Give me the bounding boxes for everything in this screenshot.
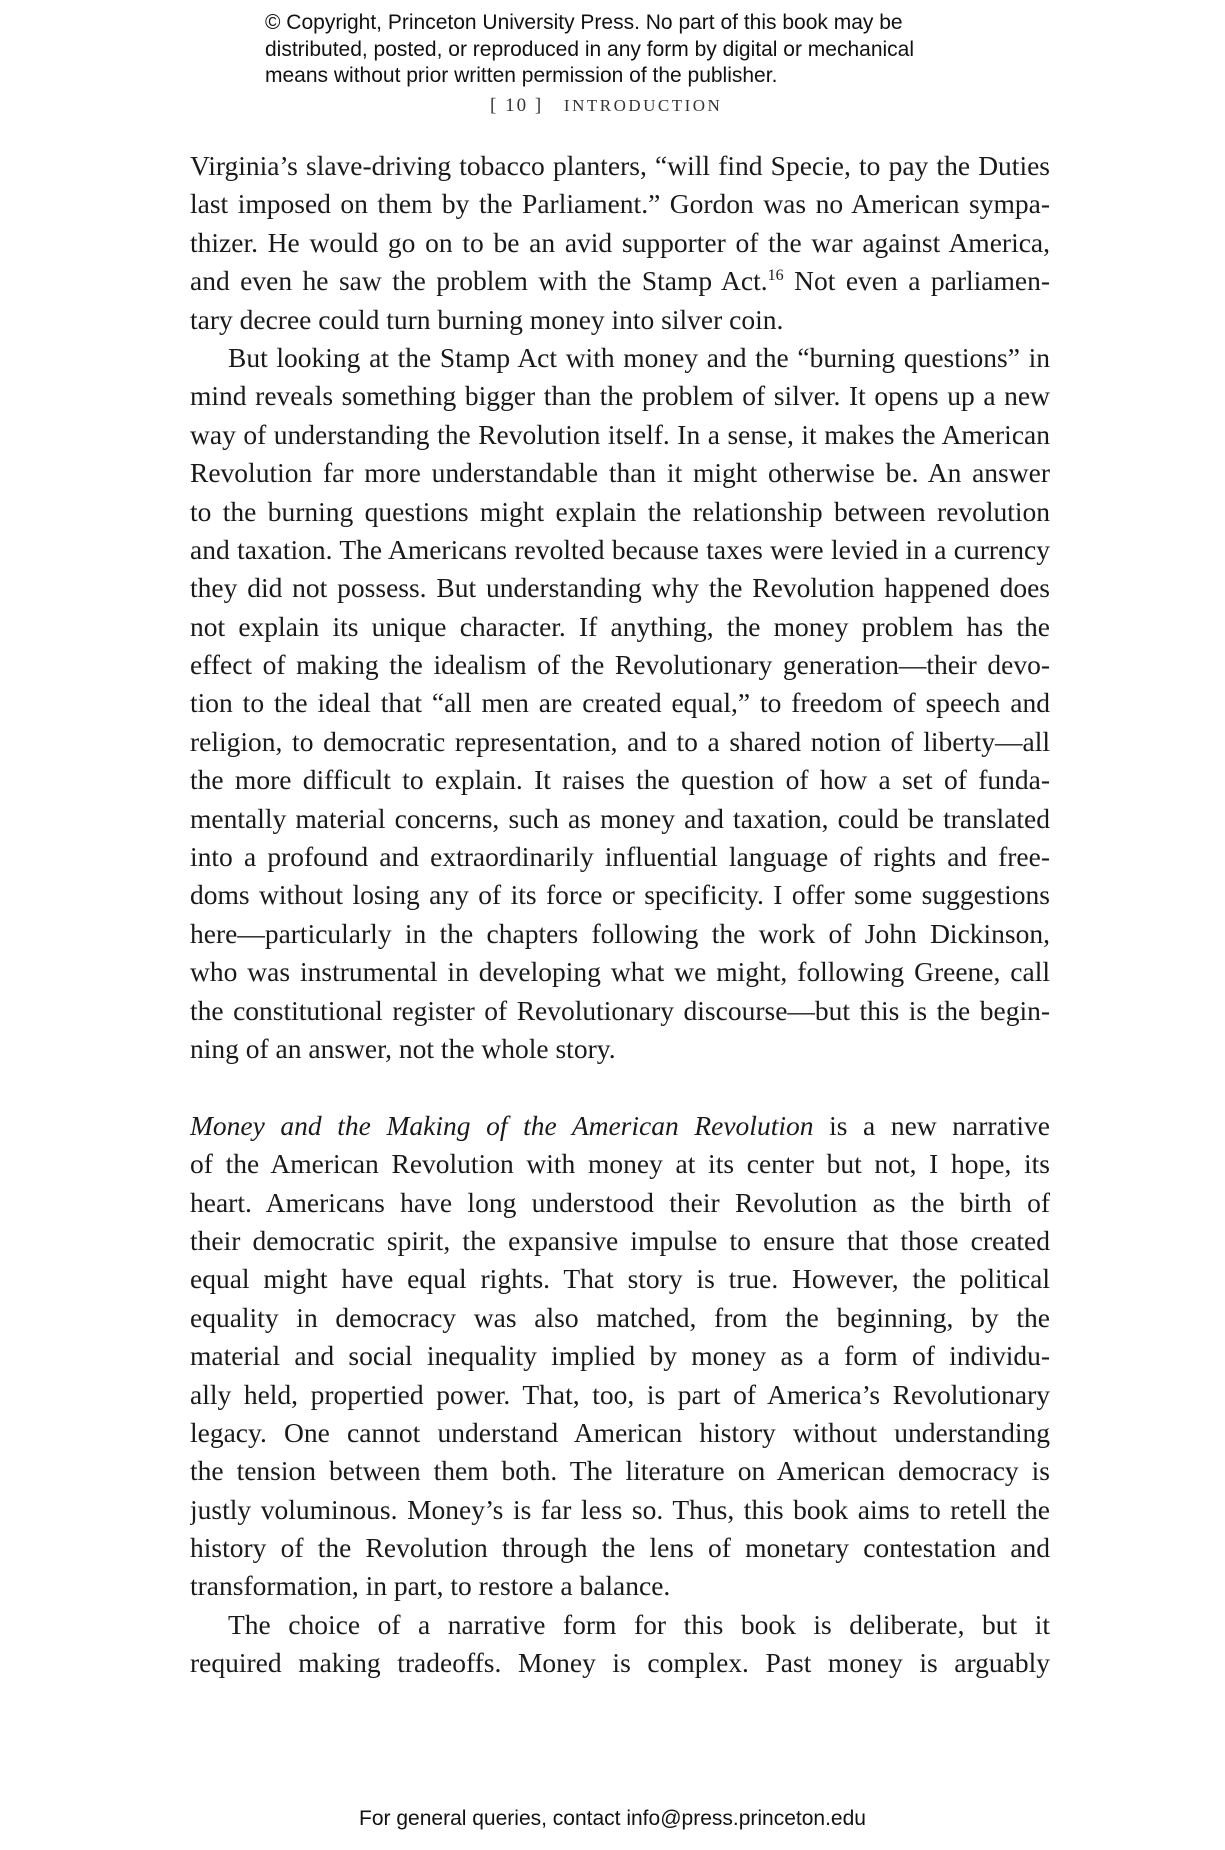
copyright-line: distributed, posted, or reproduced in any form by digital or mechanical	[265, 37, 915, 61]
text-line: thizer. He would go on to be an avid supporter of the war against America,	[190, 226, 1050, 258]
text-line: they did not possess. But understanding why the Revolution happened does	[190, 572, 1050, 604]
paragraph-2	[190, 339, 1050, 1068]
text-line: the constitutional register of Revolutionary discourse—but this is the begin-	[190, 994, 1050, 1026]
text-line: tary decree could turn burning money into silver coin.	[190, 303, 784, 335]
text-line: to the burning questions might explain the relationship between revolution	[190, 495, 1050, 527]
text-line: legacy. One cannot understand American history without understanding	[190, 1416, 1050, 1448]
paragraph-3	[190, 1107, 1050, 1606]
footer-contact: For general queries, contact info@press.princeton.edu	[359, 1807, 866, 1830]
text-line: history of the Revolution through the lens of monetary contestation and	[190, 1532, 1050, 1564]
text-line: their democratic spirit, the expansive impulse to ensure that those created	[190, 1224, 1050, 1256]
copyright-notice	[265, 10, 1025, 90]
text-line: not explain its unique character. If anything, the money problem has the	[190, 610, 1050, 642]
text-line: Virginia’s slave-driving tobacco planters, “will find Specie, to pay the Duties	[190, 150, 1050, 181]
text-line: equality in democracy was also matched, from the beginning, by the	[190, 1301, 1050, 1333]
paragraph-1	[190, 147, 1050, 339]
page-number: [ 10 ]	[490, 95, 544, 116]
text-segment: is a new narrative	[813, 1109, 1050, 1141]
text-line: doms without losing any of its force or specificity. I offer some suggestions	[190, 879, 1050, 911]
text-segment: Not even a parliamen-	[783, 265, 1050, 297]
text-line: here—particularly in the chapters following the work of John Dickinson,	[190, 917, 1050, 949]
text-line: religion, to democratic representation, and to a shared notion of liberty—all	[190, 725, 1050, 757]
copyright-line: means without prior written permission of the publisher.	[265, 64, 778, 87]
text-line: equal might have equal rights. That story is true. However, the political	[190, 1263, 1050, 1295]
text-line: mentally material concerns, such as money and taxation, could be translated	[190, 802, 1050, 834]
copyright-line: © Copyright, Princeton University Press. No part of this book may be	[265, 11, 903, 34]
paragraph-4	[190, 1606, 1050, 1683]
text-line: effect of making the idealism of the Revolutionary generation—their devo-	[190, 649, 1050, 681]
book-title: Money and the Making of the American Revolution	[190, 1109, 814, 1141]
text-line: tion to the ideal that “all men are created equal,” to freedom of speech and	[190, 687, 1050, 719]
text-line: the more difficult to explain. It raises the question of how a set of funda-	[190, 764, 1050, 796]
footnote-marker[interactable]: 16	[767, 267, 784, 285]
section-title: INTRODUCTION	[563, 96, 723, 115]
text-line: way of understanding the Revolution itself. In a sense, it makes the American	[190, 418, 1050, 450]
text-line: ally held, propertied power. That, too, is part of America’s Revolutionary	[190, 1378, 1050, 1410]
text-line: who was instrumental in developing what we might, following Greene, call	[190, 956, 1050, 988]
text-line: heart. Americans have long understood their Revolution as the birth of	[190, 1186, 1050, 1218]
text-line: and taxation. The Americans revolted because taxes were levied in a currency	[190, 533, 1050, 565]
text-line: ning of an answer, not the whole story.	[190, 1032, 616, 1064]
text-line	[190, 1107, 1050, 1145]
text-line: The choice of a narrative form for this book is deliberate, but it	[228, 1608, 1050, 1640]
text-line: required making tradeoffs. Money is complex. Past money is arguably	[190, 1647, 1050, 1679]
text-line: material and social inequality implied by money as a form of individu-	[190, 1340, 1050, 1372]
text-line: mind reveals something bigger than the problem of silver. It opens up a new	[190, 380, 1050, 412]
text-line: Revolution far more understandable than it might otherwise be. An answer	[190, 457, 1050, 489]
text-line: the tension between them both. The literature on American democracy is	[190, 1455, 1050, 1487]
text-line: But looking at the Stamp Act with money and the “burning questions” in	[228, 341, 1050, 373]
text-segment: and even he saw the problem with the Stamp Act.	[190, 265, 768, 297]
text-line	[190, 262, 1050, 300]
section-break	[190, 1068, 1050, 1106]
body-text	[190, 147, 1050, 1683]
text-line: of the American Revolution with money at its center but not, I hope, its	[190, 1148, 1050, 1180]
text-line: last imposed on them by the Parliament.” Gordon was no American sympa-	[190, 188, 1050, 220]
running-head	[490, 95, 722, 117]
text-line: transformation, in part, to restore a balance.	[190, 1570, 671, 1602]
text-line: into a profound and extraordinarily influential language of rights and free-	[190, 841, 1050, 873]
text-line: justly voluminous. Money’s is far less so. Thus, this book aims to retell the	[190, 1493, 1050, 1525]
